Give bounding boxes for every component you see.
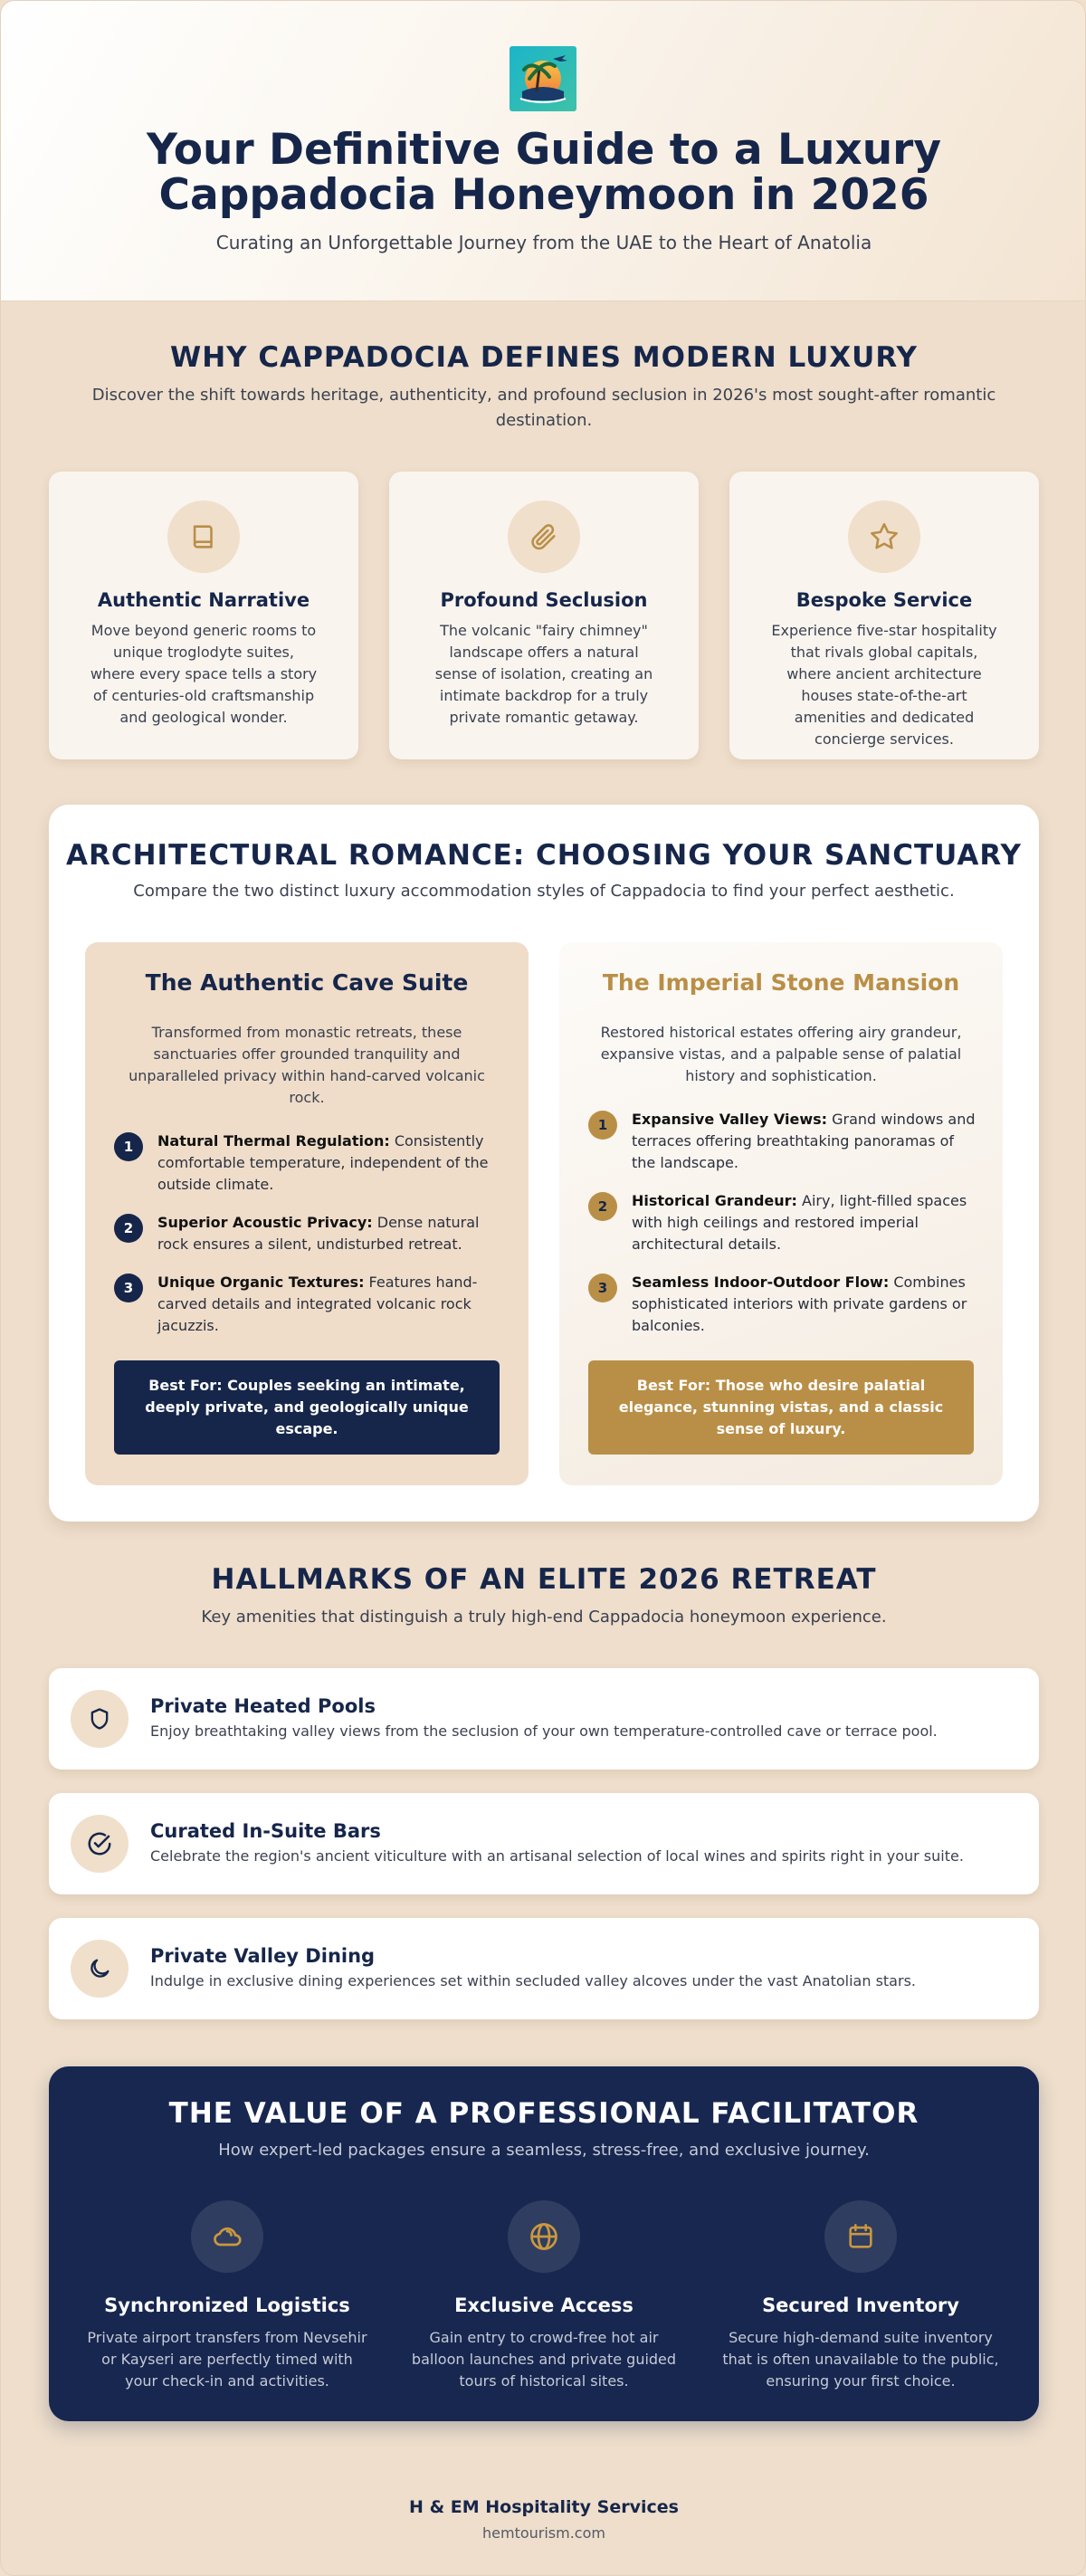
hallmark-curated-in-suite-bars (49, 1793, 1039, 1894)
hallmark-private-heated-pools (49, 1668, 1039, 1770)
stone-mansion-card (559, 942, 1003, 1485)
cave-best-for-banner: Best For: Couples seeking an intimate, deeply private, and geologically unique escape. (114, 1360, 500, 1455)
hallmark-text: Celebrate the region's ancient viticulture with an artisanal selection of local wines and spirits right in your suite. (150, 1847, 964, 1865)
globe-icon (508, 2200, 580, 2273)
feature-card-authentic-narrative (49, 472, 358, 759)
cave-suite-description: Transformed from monastic retreats, these sanctuaries offer grounded tranquility and unparalleled privacy within hand-carved volcanic rock. (129, 1024, 485, 1106)
number-badge: 3 (114, 1274, 143, 1302)
cave-suite-card (85, 942, 529, 1485)
feature-card-title: Authentic Narrative (97, 589, 310, 611)
palm-island-plane-logo (510, 46, 576, 111)
footer-company-name: H & EM Hospitality Services (409, 2497, 679, 2517)
facilitator-item-text: Secure high-demand suite inventory that is often unavailable to the public, ensuring your first choice. (722, 2329, 999, 2390)
point-text: Combines sophisticated interiors with private gardens or balconies. (632, 1274, 967, 1334)
hero-header (1, 1, 1086, 301)
mansion-best-for-banner: Best For: Those who desire palatial elegance, stunning vistas, and a classic sense of luxury. (588, 1360, 974, 1455)
facilitator-item-text: Private airport transfers from Nevsehir or Kayseri are perfectly timed with your check-in and activities. (87, 2329, 367, 2390)
feature-card-text: The volcanic "fairy chimney" landscape offers a natural sense of isolation, creating an intimate backdrop for a truly private romantic getaway. (434, 622, 653, 726)
hallmark-title: Curated In-Suite Bars (150, 1820, 381, 1842)
feature-card-text: Experience five-star hospitality that rivals global capitals, where ancient architecture houses state-of-the-art amenities and dedicated concierge services. (771, 622, 997, 748)
star-icon (848, 501, 920, 573)
facilitator-item-title: Exclusive Access (454, 2295, 634, 2316)
facilitator-item-title: Synchronized Logistics (104, 2295, 350, 2316)
facilitator-item-title: Secured Inventory (762, 2295, 959, 2316)
facilitator-section-title: THE VALUE OF A PROFESSIONAL FACILITATOR (168, 2097, 919, 2130)
hallmarks-section-subtitle: Key amenities that distinguish a truly high-end Cappadocia honeymoon experience. (201, 1608, 887, 1627)
number-badge: 1 (588, 1111, 617, 1140)
hallmark-private-valley-dining (49, 1918, 1039, 2019)
moon-icon (71, 1940, 129, 1998)
hallmarks-section-title: HALLMARKS OF AN ELITE 2026 RETREAT (211, 1563, 877, 1596)
page-subtitle: Curating an Unforgettable Journey from the UAE to the Heart of Anatolia (215, 232, 872, 253)
feature-card-bespoke-service (729, 472, 1039, 759)
point-text: Dense natural rock ensures a silent, undisturbed retreat. (157, 1214, 480, 1253)
cave-suite-title: The Authentic Cave Suite (145, 969, 469, 996)
cloud-sun-icon (191, 2200, 263, 2273)
why-section-subtitle: Discover the shift towards heritage, authenticity, and profound seclusion in 2026's most sought-after romantic destination. (91, 386, 996, 430)
point-text: Airy, light-filled spaces with high ceilings and restored imperial architectural details. (632, 1192, 967, 1253)
architecture-section (49, 805, 1039, 1522)
number-badge: 1 (114, 1132, 143, 1161)
point-label: Superior Acoustic Privacy: (157, 1214, 373, 1231)
stone-mansion-title: The Imperial Stone Mansion (602, 969, 960, 996)
page-title: Your Definitive Guide to a Luxury Cappadocia Honeymoon in 2026 (147, 125, 941, 220)
stone-mansion-description: Restored historical estates offering airy grandeur, expansive vistas, and a palpable sense of palatial history and sophistication. (600, 1024, 962, 1084)
feature-card-profound-seclusion (389, 472, 699, 759)
paperclip-icon (508, 501, 580, 573)
point-label: Historical Grandeur: (632, 1192, 797, 1209)
point-text: Features hand-carved details and integrated volcanic rock jacuzzis. (157, 1274, 478, 1334)
architecture-section-subtitle: Compare the two distinct luxury accommodation styles of Cappadocia to find your perfect aesthetic. (133, 882, 955, 901)
feature-card-title: Bespoke Service (795, 589, 973, 611)
facilitator-item-text: Gain entry to crowd-free hot air balloon launches and private guided tours of historical sites. (411, 2329, 677, 2390)
hallmark-text: Indulge in exclusive dining experiences set within secluded valley alcoves under the vast Anatolian stars. (150, 1972, 916, 1989)
number-badge: 2 (114, 1214, 143, 1243)
footer-website-link[interactable]: hemtourism.com (482, 2524, 605, 2542)
point-text: Consistently comfortable temperature, independent of the outside climate. (157, 1132, 489, 1193)
shield-icon (71, 1690, 129, 1748)
hallmark-text: Enjoy breathtaking valley views from the seclusion of your own temperature-controlled cave or terrace pool. (150, 1722, 938, 1740)
feature-card-text: Move beyond generic rooms to unique troglodyte suites, where every space tells a story of centuries-old craftsmanship and geological wonder. (90, 622, 318, 726)
number-badge: 2 (588, 1192, 617, 1221)
check-circle-icon (71, 1815, 129, 1873)
number-badge: 3 (588, 1274, 617, 1302)
book-icon (167, 501, 240, 573)
hallmark-title: Private Heated Pools (150, 1695, 376, 1717)
hallmark-title: Private Valley Dining (150, 1945, 376, 1967)
feature-card-title: Profound Seclusion (440, 589, 648, 611)
point-label: Seamless Indoor-Outdoor Flow: (632, 1274, 890, 1291)
point-text: Grand windows and terraces offering breathtaking panoramas of the landscape. (632, 1111, 976, 1171)
point-label: Expansive Valley Views: (632, 1111, 828, 1128)
facilitator-section (49, 2066, 1039, 2421)
architecture-section-title: ARCHITECTURAL ROMANCE: CHOOSING YOUR SANCTUARY (66, 839, 1022, 872)
point-label: Natural Thermal Regulation: (157, 1132, 390, 1150)
point-label: Unique Organic Textures: (157, 1274, 365, 1291)
calendar-icon (824, 2200, 897, 2273)
why-section-title: WHY CAPPADOCIA DEFINES MODERN LUXURY (170, 341, 918, 374)
facilitator-section-subtitle: How expert-led packages ensure a seamless, stress-free, and exclusive journey. (218, 2141, 870, 2160)
